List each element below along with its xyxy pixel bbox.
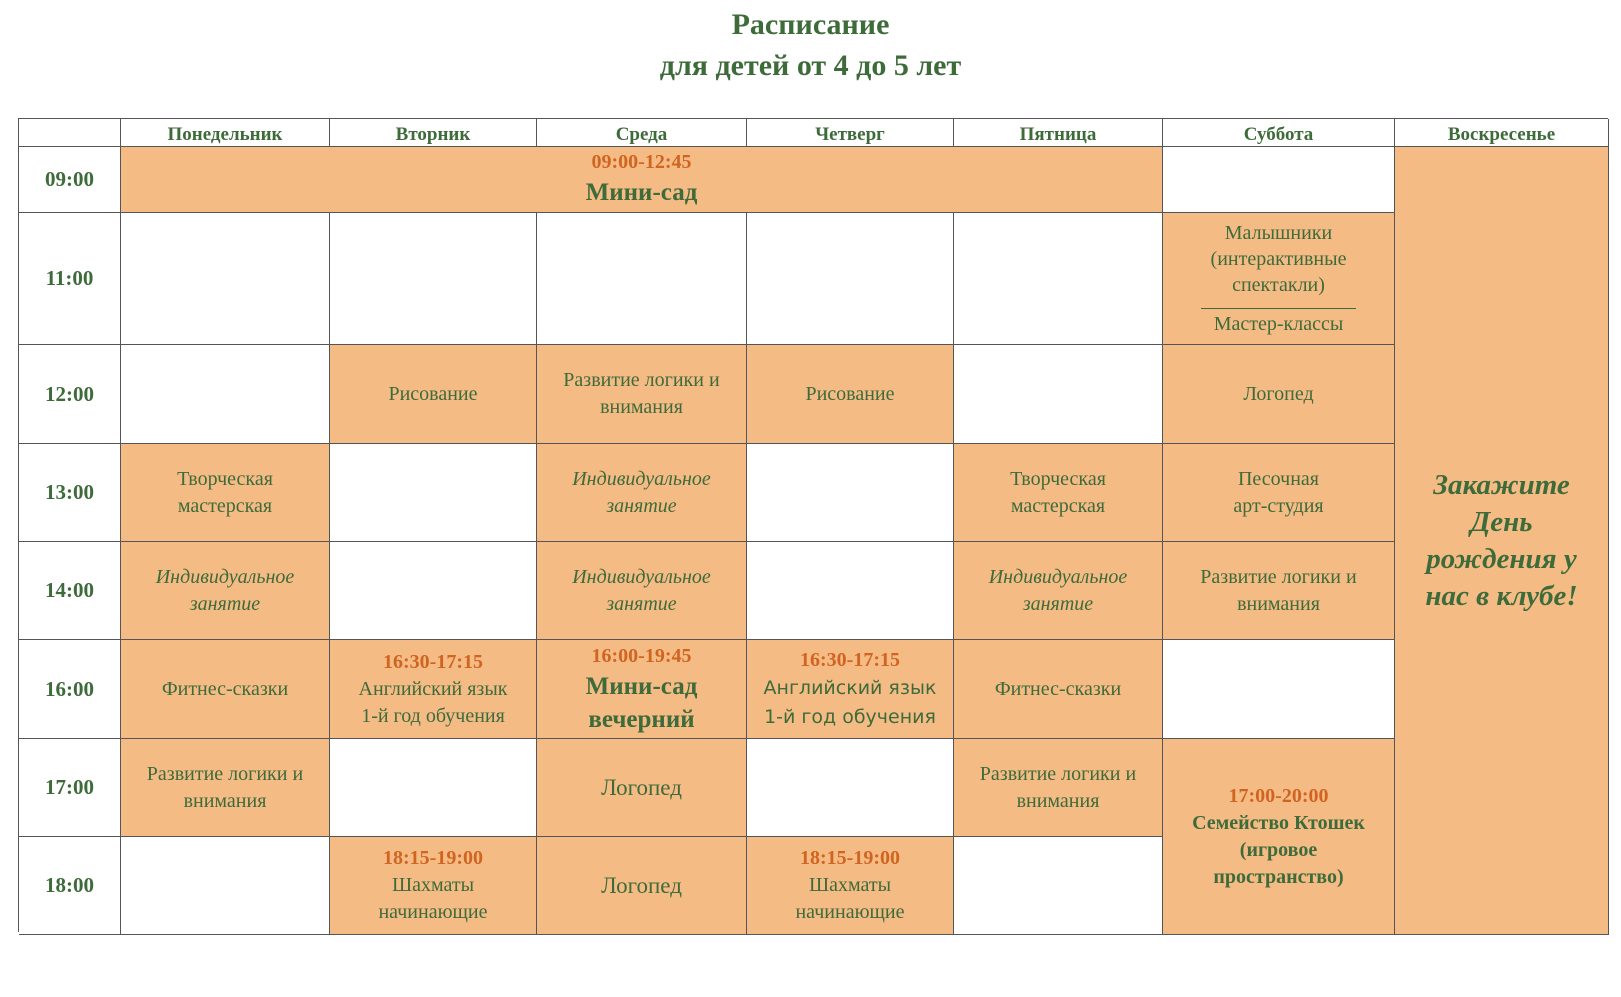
promo-line-4: нас в клубе! [1425, 579, 1578, 612]
header-thursday: Четверг [747, 119, 954, 147]
event-tue-1600 [330, 640, 537, 739]
page-title [0, 4, 1621, 86]
event-tue-1800 [330, 837, 537, 935]
event-time: 16:30-17:15 [800, 648, 900, 671]
empty-cell [954, 837, 1163, 935]
event-title: Логопед [601, 775, 682, 800]
empty-cell [747, 739, 954, 837]
event-fri-1700 [954, 739, 1163, 837]
separator-line [1201, 308, 1356, 309]
header-wednesday: Среда [537, 119, 747, 147]
time-label-1100: 11:00 [19, 213, 121, 345]
event-wed-1400 [537, 542, 747, 640]
event-title: Рисование [388, 382, 478, 405]
event-title: Фитнес-сказки [994, 677, 1122, 700]
event-time: 16:30-17:15 [383, 650, 483, 673]
event-line: Шахматы [808, 874, 892, 896]
title-line-2: для детей от 4 до 5 лет [659, 49, 962, 82]
empty-cell [1163, 147, 1395, 213]
header-friday: Пятница [954, 119, 1163, 147]
event-title: Мини-сад [585, 179, 698, 206]
time-label-1700: 17:00 [19, 739, 121, 837]
event-line: Развитие логики и [1200, 565, 1357, 588]
empty-cell [330, 213, 537, 345]
event-minisad [121, 147, 1163, 213]
event-line: Индивидуальное [155, 565, 295, 588]
event-wed-1700 [537, 739, 747, 837]
event-mon-1400 [121, 542, 330, 640]
event-line: Английский язык [358, 677, 508, 700]
promo-line-2: День [1470, 505, 1533, 538]
event-line: начинающие [795, 901, 905, 923]
header-saturday: Суббота [1163, 119, 1395, 147]
event-mon-1600 [121, 640, 330, 739]
event-line: Английский язык [763, 676, 937, 699]
time-label-1300: 13:00 [19, 444, 121, 542]
event-line: арт-студия [1233, 494, 1324, 517]
time-label-0900: 09:00 [19, 147, 121, 213]
event-line: начинающие [378, 901, 488, 923]
schedule-table [18, 118, 1608, 932]
event-line: пространство) [1213, 865, 1344, 888]
empty-cell [1163, 640, 1395, 739]
event-line: Мастер-классы [1213, 313, 1344, 335]
event-line: Песочная [1237, 467, 1319, 490]
event-wed-1300 [537, 444, 747, 542]
event-line: спектакли) [1232, 274, 1325, 296]
event-line: Развитие логики и [563, 369, 720, 391]
sunday-birthday-promo [1395, 147, 1609, 935]
event-line: занятие [1022, 592, 1094, 615]
event-wed-1600 [537, 640, 747, 739]
event-time: 18:15-19:00 [383, 847, 483, 869]
event-time: 16:00-19:45 [591, 644, 692, 667]
event-title: Рисование [805, 382, 895, 405]
empty-cell [747, 213, 954, 345]
event-line: Мини-сад [585, 672, 698, 700]
event-line: Семейство Ктошек [1192, 811, 1365, 834]
event-thu-1800 [747, 837, 954, 935]
promo-line-3: рождения у [1426, 542, 1577, 575]
event-line: занятие [606, 494, 677, 517]
event-line: занятие [189, 592, 261, 615]
empty-cell [537, 213, 747, 345]
event-wed-1200 [537, 345, 747, 444]
time-label-1200: 12:00 [19, 345, 121, 444]
time-label-1600: 16:00 [19, 640, 121, 739]
event-sat-1400 [1163, 542, 1395, 640]
event-line: внимания [600, 396, 683, 418]
event-line: Индивидуальное [988, 565, 1128, 588]
event-mon-1700 [121, 739, 330, 837]
title-line-1: Расписание [731, 8, 890, 41]
event-line: занятие [606, 592, 677, 615]
event-line: Развитие логики и [979, 762, 1137, 785]
event-mon-1300 [121, 444, 330, 542]
event-line: 1-й год обучения [764, 705, 936, 728]
header-monday: Понедельник [121, 119, 330, 147]
empty-cell [121, 213, 330, 345]
event-line: (интерактивные [1210, 248, 1347, 270]
event-line: Творческая [1010, 467, 1106, 490]
event-line: вечерний [588, 705, 695, 733]
event-title: Логопед [601, 873, 682, 898]
event-line: мастерская [177, 494, 273, 517]
empty-cell [954, 213, 1163, 345]
event-time: 09:00-12:45 [591, 151, 692, 173]
event-title: Логопед [1243, 382, 1314, 405]
event-thu-1200 [747, 345, 954, 444]
event-sat-1100 [1163, 213, 1395, 345]
event-sat-1700 [1163, 739, 1395, 935]
event-sat-1300 [1163, 444, 1395, 542]
event-fri-1600 [954, 640, 1163, 739]
event-line: Развитие логики и [146, 762, 304, 785]
header-corner [19, 119, 121, 147]
empty-cell [330, 542, 537, 640]
event-line: мастерская [1010, 494, 1106, 517]
event-thu-1600 [747, 640, 954, 739]
event-fri-1400 [954, 542, 1163, 640]
event-line: (игровое [1239, 838, 1318, 861]
event-line: 1-й год обучения [361, 704, 505, 727]
event-line: Малышники [1224, 222, 1333, 244]
header-tuesday: Вторник [330, 119, 537, 147]
event-line: Индивидуальное [572, 565, 711, 588]
empty-cell [121, 345, 330, 444]
event-line: Творческая [177, 467, 273, 490]
event-time: 18:15-19:00 [800, 847, 900, 869]
event-fri-1300 [954, 444, 1163, 542]
empty-cell [330, 444, 537, 542]
empty-cell [747, 444, 954, 542]
empty-cell [747, 542, 954, 640]
empty-cell [121, 837, 330, 935]
event-line: внимания [1016, 789, 1100, 812]
event-line: Индивидуальное [572, 467, 711, 490]
event-line: внимания [183, 789, 267, 812]
event-title: Фитнес-сказки [161, 677, 289, 700]
promo-line-1: Закажите [1433, 468, 1570, 501]
event-tue-1200 [330, 345, 537, 444]
event-time: 17:00-20:00 [1228, 784, 1329, 807]
empty-cell [330, 739, 537, 837]
empty-cell [954, 345, 1163, 444]
event-sat-1200 [1163, 345, 1395, 444]
event-line: внимания [1237, 592, 1320, 615]
event-wed-1800 [537, 837, 747, 935]
event-line: Шахматы [391, 874, 475, 896]
time-label-1400: 14:00 [19, 542, 121, 640]
time-label-1800: 18:00 [19, 837, 121, 935]
header-sunday: Воскресенье [1395, 119, 1609, 147]
